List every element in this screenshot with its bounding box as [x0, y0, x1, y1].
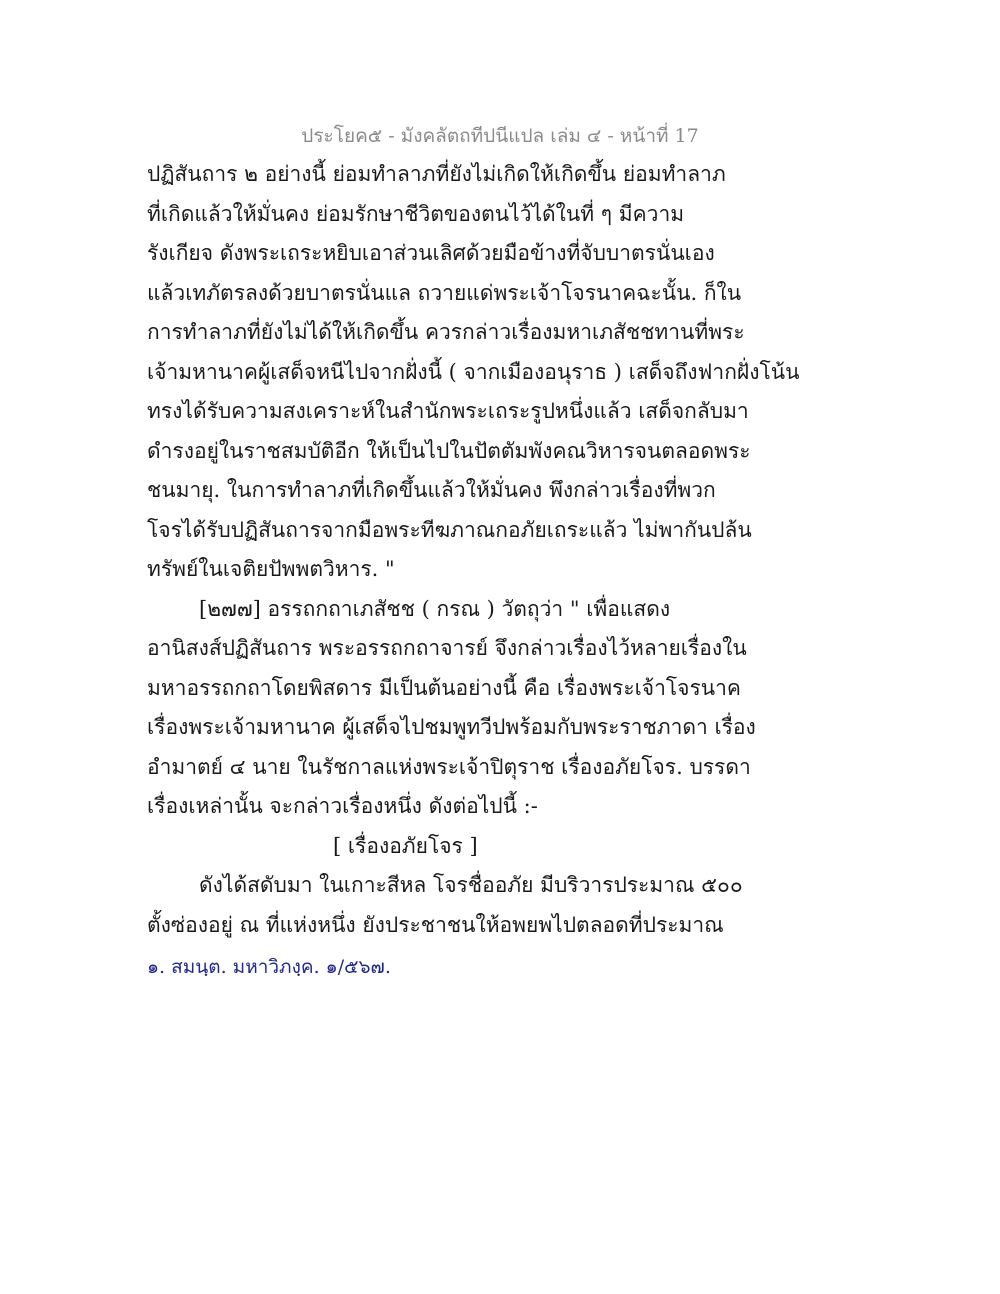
text-line: เจ้ามหานาคผู้เสด็จหนีไปจากฝั่งนี้ ( จากเมืองอนุราธ ) เสด็จถึงฟากฝั่งโน้น — [147, 359, 800, 384]
text-line: ปฏิสันถาร ๒ อย่างนี้ ย่อมทำลาภที่ยังไม่เกิดให้เกิดขึ้น ย่อมทำลาภ — [147, 162, 726, 186]
text-line: อานิสงส์ปฏิสันถาร พระอรรถกถาจารย์ จึงกล่าวเรื่องไว้หลายเรื่องใน — [147, 636, 747, 660]
text-line: ทรงได้รับความสงเคราะห์ในสำนักพระเถระรูปหนึ่งแล้ว เสด็จกลับมา — [147, 399, 749, 423]
text-line: โจรได้รับปฏิสันถารจากมือพระทีฆภาณกอภัยเถระแล้ว ไม่พากันปล้น — [147, 517, 752, 542]
text-line: แล้วเทภัตรลงด้วยบาตรนั่นแล ถวายแด่พระเจ้าโจรนาคฉะนั้น. ก็ใน — [147, 280, 742, 305]
section-heading: [ เรื่องอภัยโจร ] — [333, 833, 478, 858]
text-line: ตั้งซ่องอยู่ ณ ที่แห่งหนึ่ง ยังประชาชนให้อพยพไปตลอดที่ประมาณ — [147, 912, 724, 937]
paragraph-start-line: ดังได้สดับมา ในเกาะสีหล โจรชื่ออภัย มีบริวารประมาณ ๕๐๐ — [199, 873, 743, 897]
text-line: ชนมายุ. ในการทำลาภที่เกิดขึ้นแล้วให้มั่นคง พึงกล่าวเรื่องที่พวก — [147, 478, 716, 502]
text-line: เรื่องพระเจ้ามหานาค ผู้เสด็จไปชมพูทวีปพร้อมกับพระราชภาดา เรื่อง — [147, 715, 756, 739]
text-line: ที่เกิดแล้วให้มั่นคง ย่อมรักษาชีวิตของตนไว้ได้ในที่ ๆ มีความ — [147, 201, 685, 226]
text-line: เรื่องเหล่านั้น จะกล่าวเรื่องหนึ่ง ดังต่อไปนี้ :- — [147, 794, 538, 818]
paragraph-start-line: [๒๗๗] อรรถกถาเภสัชช ( กรณ ) วัตถุว่า " เพื่อแสดง — [199, 596, 671, 621]
text-line: รังเกียจ ดังพระเถระหยิบเอาส่วนเลิศด้วยมือข้างที่จับบาตรนั่นเอง — [147, 241, 715, 265]
running-header-text: ประโยค๕ - มังคลัตถทีปนีแปล เล่ม ๔ - หน้าที่ 17 — [301, 125, 699, 147]
footnote: ๑. สมนฺต. มหาวิภงฺค. ๑/๕๖๗. — [147, 956, 391, 978]
text-line: ทรัพย์ในเจติยปัพพตวิหาร. " — [147, 557, 395, 581]
body-text — [147, 155, 800, 945]
running-header — [0, 121, 1000, 151]
text-line: มหาอรรถกถาโดยพิสดาร มีเป็นต้นอย่างนี้ คือ เรื่องพระเจ้าโจรนาค — [147, 675, 741, 700]
text-line: ดำรงอยู่ในราชสมบัติอีก ให้เป็นไปในปัตตัมพังคณวิหารจนตลอดพระ — [147, 438, 751, 463]
text-line: การทำลาภที่ยังไม่ได้ให้เกิดขึ้น ควรกล่าวเรื่องมหาเภสัชชทานที่พระ — [147, 320, 745, 344]
text-line: อำมาตย์ ๔ นาย ในรัชกาลแห่งพระเจ้าปิตุราช เรื่องอภัยโจร. บรรดา — [147, 754, 751, 779]
